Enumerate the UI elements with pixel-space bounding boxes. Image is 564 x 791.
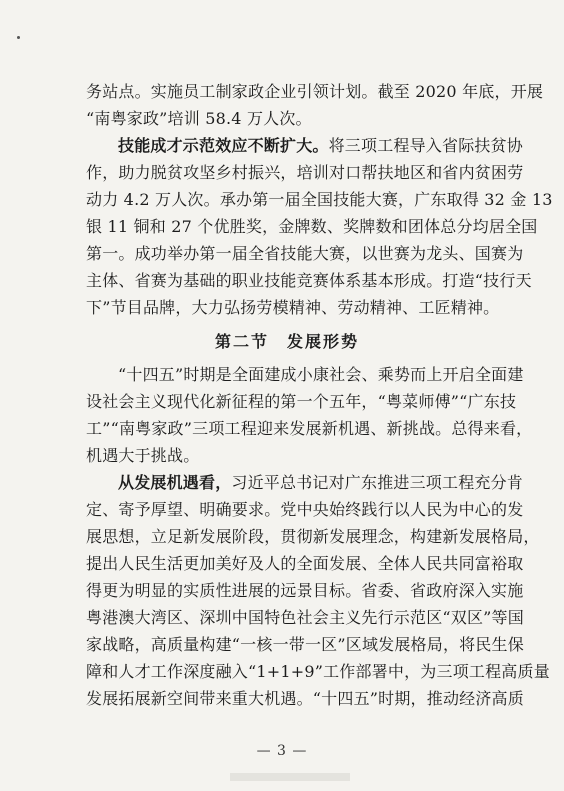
text-line: 家战略，高质量构建“一核一带一区”区域发展格局，将民生保 <box>86 635 524 654</box>
text-line: 作，助力脱贫攻坚乡村振兴，培训对口帮扶地区和省内贫困劳 <box>86 163 524 182</box>
text-line: “南粤家政”培训 58.4 万人次。 <box>86 109 312 128</box>
text-span: 习近平总书记对广东推进三项工程充分肯 <box>231 473 524 492</box>
text-line: 得更为明显的实质性进展的远景目标。省委、省政府深入实施 <box>86 581 524 600</box>
text-span: 将三项工程导入省际扶贫协 <box>328 136 524 155</box>
text-line: 设社会主义现代化新征程的第一个五年，“粤菜师傅”“广东技 <box>86 392 517 411</box>
text-line <box>86 469 524 496</box>
text-line: 动力 4.2 万人次。承办第一届全国技能大赛，广东取得 32 金 13 <box>86 190 553 209</box>
text-line: 第一。成功举办第一届全省技能大赛，以世赛为龙头、国赛为 <box>86 244 524 263</box>
text-line: 工”“南粤家政”三项工程迎来发展新机遇、新挑战。总得来看， <box>86 419 533 438</box>
paragraph-lead: 从发展机遇看， <box>118 473 232 492</box>
paragraph-block-1 <box>86 78 553 321</box>
text-line: 银 11 铜和 27 个优胜奖，金牌数、奖牌数和团体总分均居全国 <box>86 217 538 236</box>
text-line: 主体、省赛为基础的职业技能竞赛体系基本形成。打造“技行天 <box>86 271 532 290</box>
page-number: — 3 — <box>256 743 308 759</box>
scan-smudge <box>230 773 350 781</box>
paragraph-block-2 <box>86 361 550 712</box>
text-line: 提出人民生活更加美好及人的全面发展、全体人民共同富裕取 <box>86 554 524 573</box>
text-line: 下”节目品牌，大力弘扬劳模精神、劳动精神、工匠精神。 <box>86 298 500 317</box>
scan-speck <box>17 36 20 39</box>
paragraph-lead: 技能成才示范效应不断扩大。 <box>118 136 329 155</box>
text-line: 障和人才工作深度融入“1+1+9”工作部署中，为三项工程高质量 <box>86 662 550 681</box>
text-line: 机遇大于挑战。 <box>86 446 200 465</box>
text-line: “十四五”时期是全面建成小康社会、乘势而上开启全面建 <box>118 365 524 384</box>
text-line: 定、寄予厚望、明确要求。党中央始终践行以人民为中心的发 <box>86 500 524 519</box>
text-line: 粤港澳大湾区、深圳中国特色社会主义先行示范区“双区”等国 <box>86 608 524 627</box>
text-line: 发展拓展新空间带来重大机遇。“十四五”时期，推动经济高质 <box>86 689 524 708</box>
section-title: 第二节 发展形势 <box>214 332 359 351</box>
text-line: 展思想，立足新发展阶段，贯彻新发展理念，构建新发展格局， <box>86 527 540 546</box>
text-line: 务站点。实施员工制家政企业引领计划。截至 2020 年底，开展 <box>86 82 544 101</box>
text-line <box>86 132 524 159</box>
